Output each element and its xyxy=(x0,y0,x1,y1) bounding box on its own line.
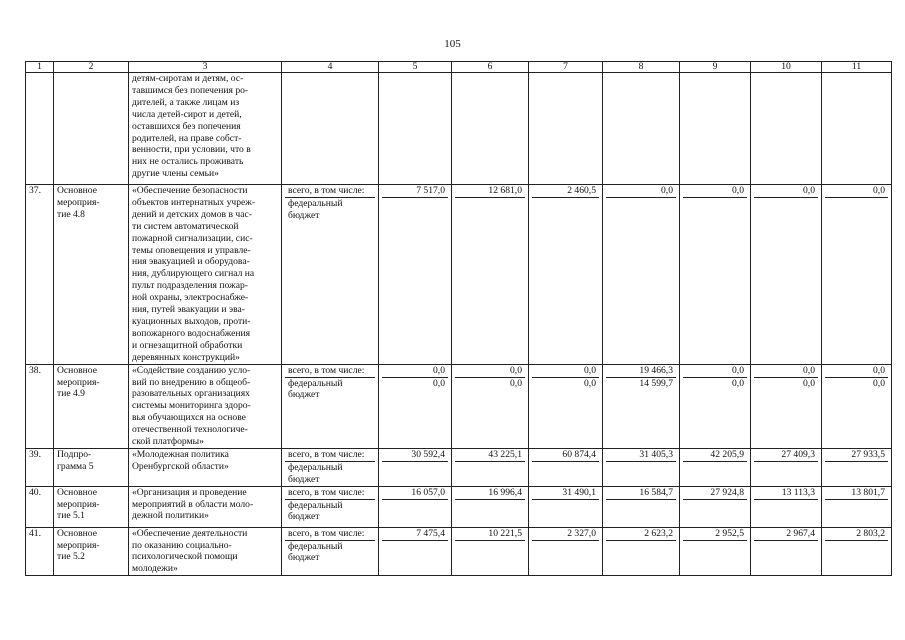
total-amount: 0,0 xyxy=(382,365,448,378)
amount-cell xyxy=(751,364,822,448)
funding-source-cell xyxy=(282,527,379,576)
total-amount: 0,0 xyxy=(532,365,599,378)
amount-cell xyxy=(529,448,603,486)
column-header: 3 xyxy=(129,62,282,73)
funding-source-cell xyxy=(282,73,379,185)
total-amount: 42 205,9 xyxy=(683,449,747,462)
measure-type-cell: Основное мероприя- тие 4.9 xyxy=(54,364,129,448)
total-amount: 0,0 xyxy=(455,365,525,378)
federal-budget-label: федеральный бюджет xyxy=(288,377,343,401)
amount-cell xyxy=(452,364,529,448)
amount-cell xyxy=(680,448,751,486)
funding-source-cell xyxy=(282,364,379,448)
federal-amount: 0,0 xyxy=(510,377,522,389)
amount-cell xyxy=(379,527,452,576)
amount-cell xyxy=(452,73,529,185)
federal-amount: 0,0 xyxy=(433,377,445,389)
amount-cell xyxy=(379,448,452,486)
amount-cell xyxy=(822,486,892,527)
table-row xyxy=(26,527,892,576)
funding-source-cell xyxy=(282,486,379,527)
measure-type-cell xyxy=(54,73,129,185)
total-label: всего, в том числе: xyxy=(285,528,375,541)
measure-name-cell: «Обеспечение деятельности по оказанию социально- психологической помощи молодежи» xyxy=(129,527,282,576)
row-number-cell: 41. xyxy=(26,527,54,576)
funding-source-cell xyxy=(282,185,379,365)
total-amount: 31 405,3 xyxy=(606,449,676,462)
measure-name-cell: «Молодежная политика Оренбургской области» xyxy=(129,448,282,486)
column-header: 11 xyxy=(822,62,892,73)
column-header: 9 xyxy=(680,62,751,73)
amount-cell xyxy=(379,73,452,185)
total-label: всего, в том числе: xyxy=(285,449,375,462)
federal-amount: 0,0 xyxy=(873,377,885,389)
amount-cell xyxy=(822,527,892,576)
total-amount: 2 460,5 xyxy=(532,185,599,198)
total-amount: 2 967,4 xyxy=(754,528,818,541)
federal-amount: 14 599,7 xyxy=(639,377,673,389)
measure-type-cell: Подпро- грамма 5 xyxy=(54,448,129,486)
federal-amount: 0,0 xyxy=(584,377,596,389)
total-amount: 31 490,1 xyxy=(532,487,599,500)
row-number-cell: 39. xyxy=(26,448,54,486)
measure-type-cell: Основное мероприя- тие 5.2 xyxy=(54,527,129,576)
amount-cell xyxy=(822,73,892,185)
amount-cell xyxy=(452,527,529,576)
total-amount: 13 801,7 xyxy=(825,487,888,500)
total-amount: 16 584,7 xyxy=(606,487,676,500)
total-amount: 2 952,5 xyxy=(683,528,747,541)
federal-amount: 0,0 xyxy=(803,377,815,389)
column-number-row xyxy=(26,62,892,73)
total-amount: 0,0 xyxy=(606,185,676,198)
total-amount: 0,0 xyxy=(825,185,888,198)
amount-cell xyxy=(751,73,822,185)
column-header: 1 xyxy=(26,62,54,73)
table-row xyxy=(26,185,892,365)
amount-cell xyxy=(452,486,529,527)
amount-cell xyxy=(529,185,603,365)
total-amount: 27 933,5 xyxy=(825,449,888,462)
total-amount: 43 225,1 xyxy=(455,449,525,462)
amount-cell xyxy=(529,73,603,185)
amount-cell xyxy=(603,185,680,365)
measure-name-cell: «Содействие созданию усло- вий по внедрению в общеоб- разовательных организациях системы мониторинга здоро- вья обучающихся на основе отечественной технологиче- ской платформы» xyxy=(129,364,282,448)
page-number: 105 xyxy=(444,38,461,50)
total-amount: 19 466,3 xyxy=(606,365,676,378)
amount-cell xyxy=(603,73,680,185)
row-number-cell: 37. xyxy=(26,185,54,365)
amount-cell xyxy=(603,448,680,486)
total-label: всего, в том числе: xyxy=(285,487,375,500)
amount-cell xyxy=(603,364,680,448)
budget-table xyxy=(25,61,892,576)
amount-cell xyxy=(680,527,751,576)
column-header: 2 xyxy=(54,62,129,73)
total-amount: 12 681,0 xyxy=(455,185,525,198)
amount-cell xyxy=(379,185,452,365)
federal-budget-label: федеральный бюджет xyxy=(288,540,343,564)
total-amount: 2 327,0 xyxy=(532,528,599,541)
total-amount: 16 057,0 xyxy=(382,487,448,500)
amount-cell xyxy=(603,527,680,576)
column-header: 6 xyxy=(452,62,529,73)
amount-cell xyxy=(751,185,822,365)
column-header: 4 xyxy=(282,62,379,73)
amount-cell xyxy=(603,486,680,527)
federal-amount: 0,0 xyxy=(732,377,744,389)
column-header: 10 xyxy=(751,62,822,73)
measure-name-cell: детям-сиротам и детям, ос- тавшимся без попечения ро- дителей, а также лицам из числа детей-сирот и детей, оставшихся без попечения родителей, на праве собст- венности, при условии, что в них не остались проживать другие члены семьи» xyxy=(129,73,282,185)
federal-budget-label: федеральный бюджет xyxy=(288,499,343,523)
total-amount: 60 874,4 xyxy=(532,449,599,462)
row-number-cell: 38. xyxy=(26,364,54,448)
total-amount: 27 409,3 xyxy=(754,449,818,462)
federal-budget-label: федеральный бюджет xyxy=(288,461,343,485)
row-number-cell xyxy=(26,73,54,185)
total-amount: 30 592,4 xyxy=(382,449,448,462)
amount-cell xyxy=(680,486,751,527)
total-amount: 0,0 xyxy=(683,185,747,198)
federal-budget-label: федеральный бюджет xyxy=(288,197,343,221)
column-header: 8 xyxy=(603,62,680,73)
table-row xyxy=(26,486,892,527)
amount-cell xyxy=(822,364,892,448)
total-amount: 7 517,0 xyxy=(382,185,448,198)
column-header: 5 xyxy=(379,62,452,73)
funding-source-cell xyxy=(282,448,379,486)
total-amount: 7 475,4 xyxy=(382,528,448,541)
measure-type-cell: Основное мероприя- тие 5.1 xyxy=(54,486,129,527)
column-header: 7 xyxy=(529,62,603,73)
row-number-cell: 40. xyxy=(26,486,54,527)
amount-cell xyxy=(529,364,603,448)
amount-cell xyxy=(680,364,751,448)
measure-name-cell: «Организация и проведение мероприятий в области моло- дежной политики» xyxy=(129,486,282,527)
amount-cell xyxy=(452,448,529,486)
total-amount: 0,0 xyxy=(825,365,888,378)
amount-cell xyxy=(751,448,822,486)
total-amount: 27 924,8 xyxy=(683,487,747,500)
amount-cell xyxy=(379,364,452,448)
total-label: всего, в том числе: xyxy=(285,185,375,198)
amount-cell xyxy=(680,73,751,185)
amount-cell xyxy=(751,527,822,576)
amount-cell xyxy=(452,185,529,365)
amount-cell xyxy=(379,486,452,527)
total-amount: 0,0 xyxy=(754,185,818,198)
amount-cell xyxy=(529,486,603,527)
total-amount: 2 623,2 xyxy=(606,528,676,541)
amount-cell xyxy=(529,527,603,576)
total-amount: 13 113,3 xyxy=(754,487,818,500)
table-row xyxy=(26,364,892,448)
amount-cell xyxy=(751,486,822,527)
amount-cell xyxy=(822,185,892,365)
measure-type-cell: Основное мероприя- тие 4.8 xyxy=(54,185,129,365)
total-amount: 0,0 xyxy=(754,365,818,378)
measure-name-cell: «Обеспечение безопасности объектов интернатных учреж- дений и детских домов в час- ти систем автоматической пожарной сигнализации, сис- темы оповещения и управле- ния эвакуацией и оборудова- ния, дублирующего сигнал на пульт подразделения пожар- ной охраны, электроснабже- ния, путей эвакуации и эва- куационных выходов, проти- вопожарного водоснабжения и огнезащитной обработки деревянных конструкций» xyxy=(129,185,282,365)
total-amount: 0,0 xyxy=(683,365,747,378)
total-label: всего, в том числе: xyxy=(285,365,375,378)
table-row xyxy=(26,73,892,185)
amount-cell xyxy=(822,448,892,486)
amount-cell xyxy=(680,185,751,365)
total-amount: 16 996,4 xyxy=(455,487,525,500)
table-row xyxy=(26,448,892,486)
total-amount: 10 221,5 xyxy=(455,528,525,541)
total-amount: 2 803,2 xyxy=(825,528,888,541)
